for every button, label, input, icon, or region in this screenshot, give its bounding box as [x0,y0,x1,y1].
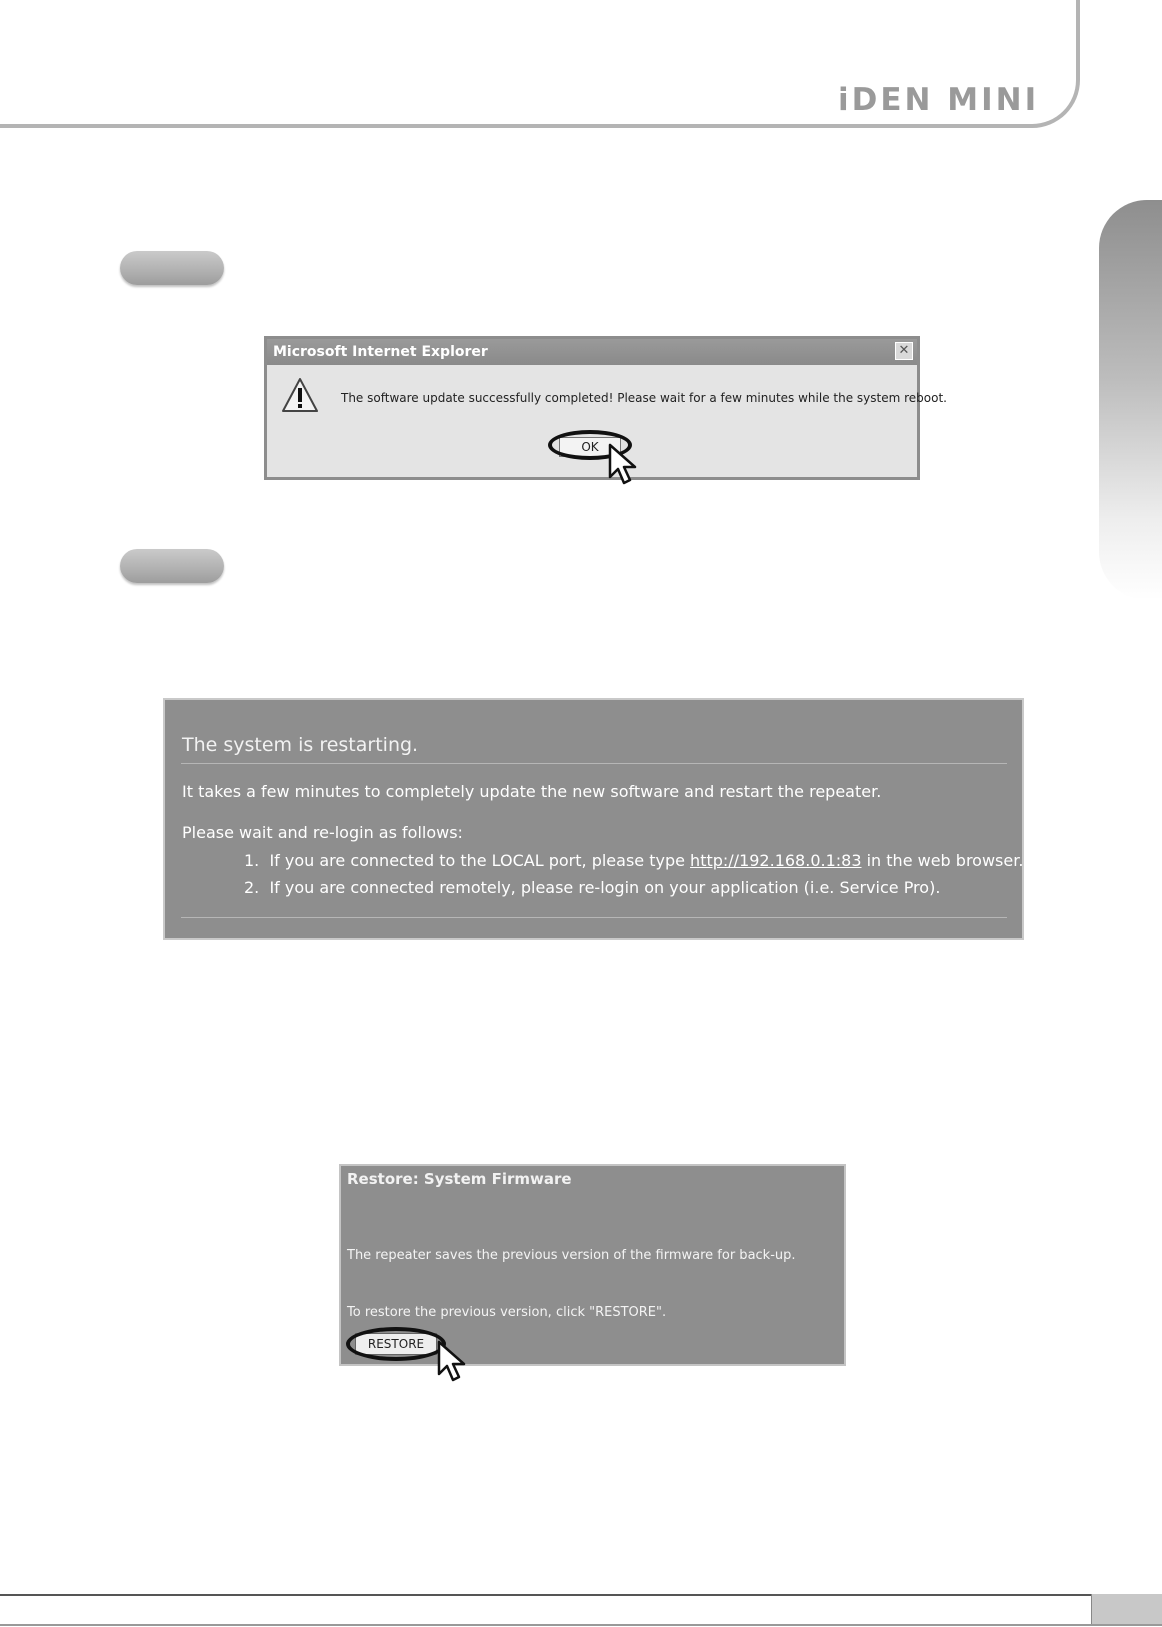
arrow-cursor-icon [608,443,638,487]
chapter-side-tab [1099,200,1162,600]
list-text: in the web browser. [861,851,1024,870]
list-item [244,851,1023,870]
list-text: If you are connected remotely, please re-login on your application (i.e. Service Pro). [269,878,941,897]
arrow-cursor-icon [437,1340,467,1384]
divider [181,917,1007,918]
ok-button[interactable]: OK [559,437,621,457]
local-url-link[interactable]: http://192.168.0.1:83 [690,851,862,870]
dialog-title: Microsoft Internet Explorer [273,344,488,360]
footer-rule-bottom [0,1624,1162,1626]
dialog-message: The software update successfully completed! Please wait for a few minutes while the system reboot. [341,391,947,405]
list-item [244,878,940,897]
restore-panel [339,1164,846,1366]
restart-title: The system is restarting. [182,734,419,756]
footer-rule [0,1594,1162,1596]
list-text: If you are connected to the LOCAL port, please type [269,851,691,870]
restore-button[interactable]: RESTORE [355,1333,437,1355]
restart-info-line: It takes a few minutes to completely update the new software and restart the repeater. [182,782,882,801]
restore-hint: To restore the previous version, click "RESTORE". [347,1305,667,1320]
restore-highlight-ring [346,1327,446,1361]
step-pill-2 [120,549,224,583]
step-pill-1 [120,251,224,285]
restore-description: The repeater saves the previous version of the firmware for back-up. [347,1248,796,1263]
restart-instruction: Please wait and re-login as follows: [182,823,463,842]
warning-icon [281,377,319,413]
ie-alert-dialog [264,336,947,480]
brand-logo: iDEN MINI [838,82,1040,118]
divider [181,763,1007,764]
dialog-titlebar [267,339,917,365]
close-icon: ✕ [898,343,910,358]
page-number-box [1091,1594,1162,1626]
close-button[interactable] [895,342,913,360]
list-number: 2. [244,878,260,897]
list-number: 1. [244,851,260,870]
restore-title: Restore: System Firmware [347,1170,572,1188]
restart-panel [163,698,1024,940]
